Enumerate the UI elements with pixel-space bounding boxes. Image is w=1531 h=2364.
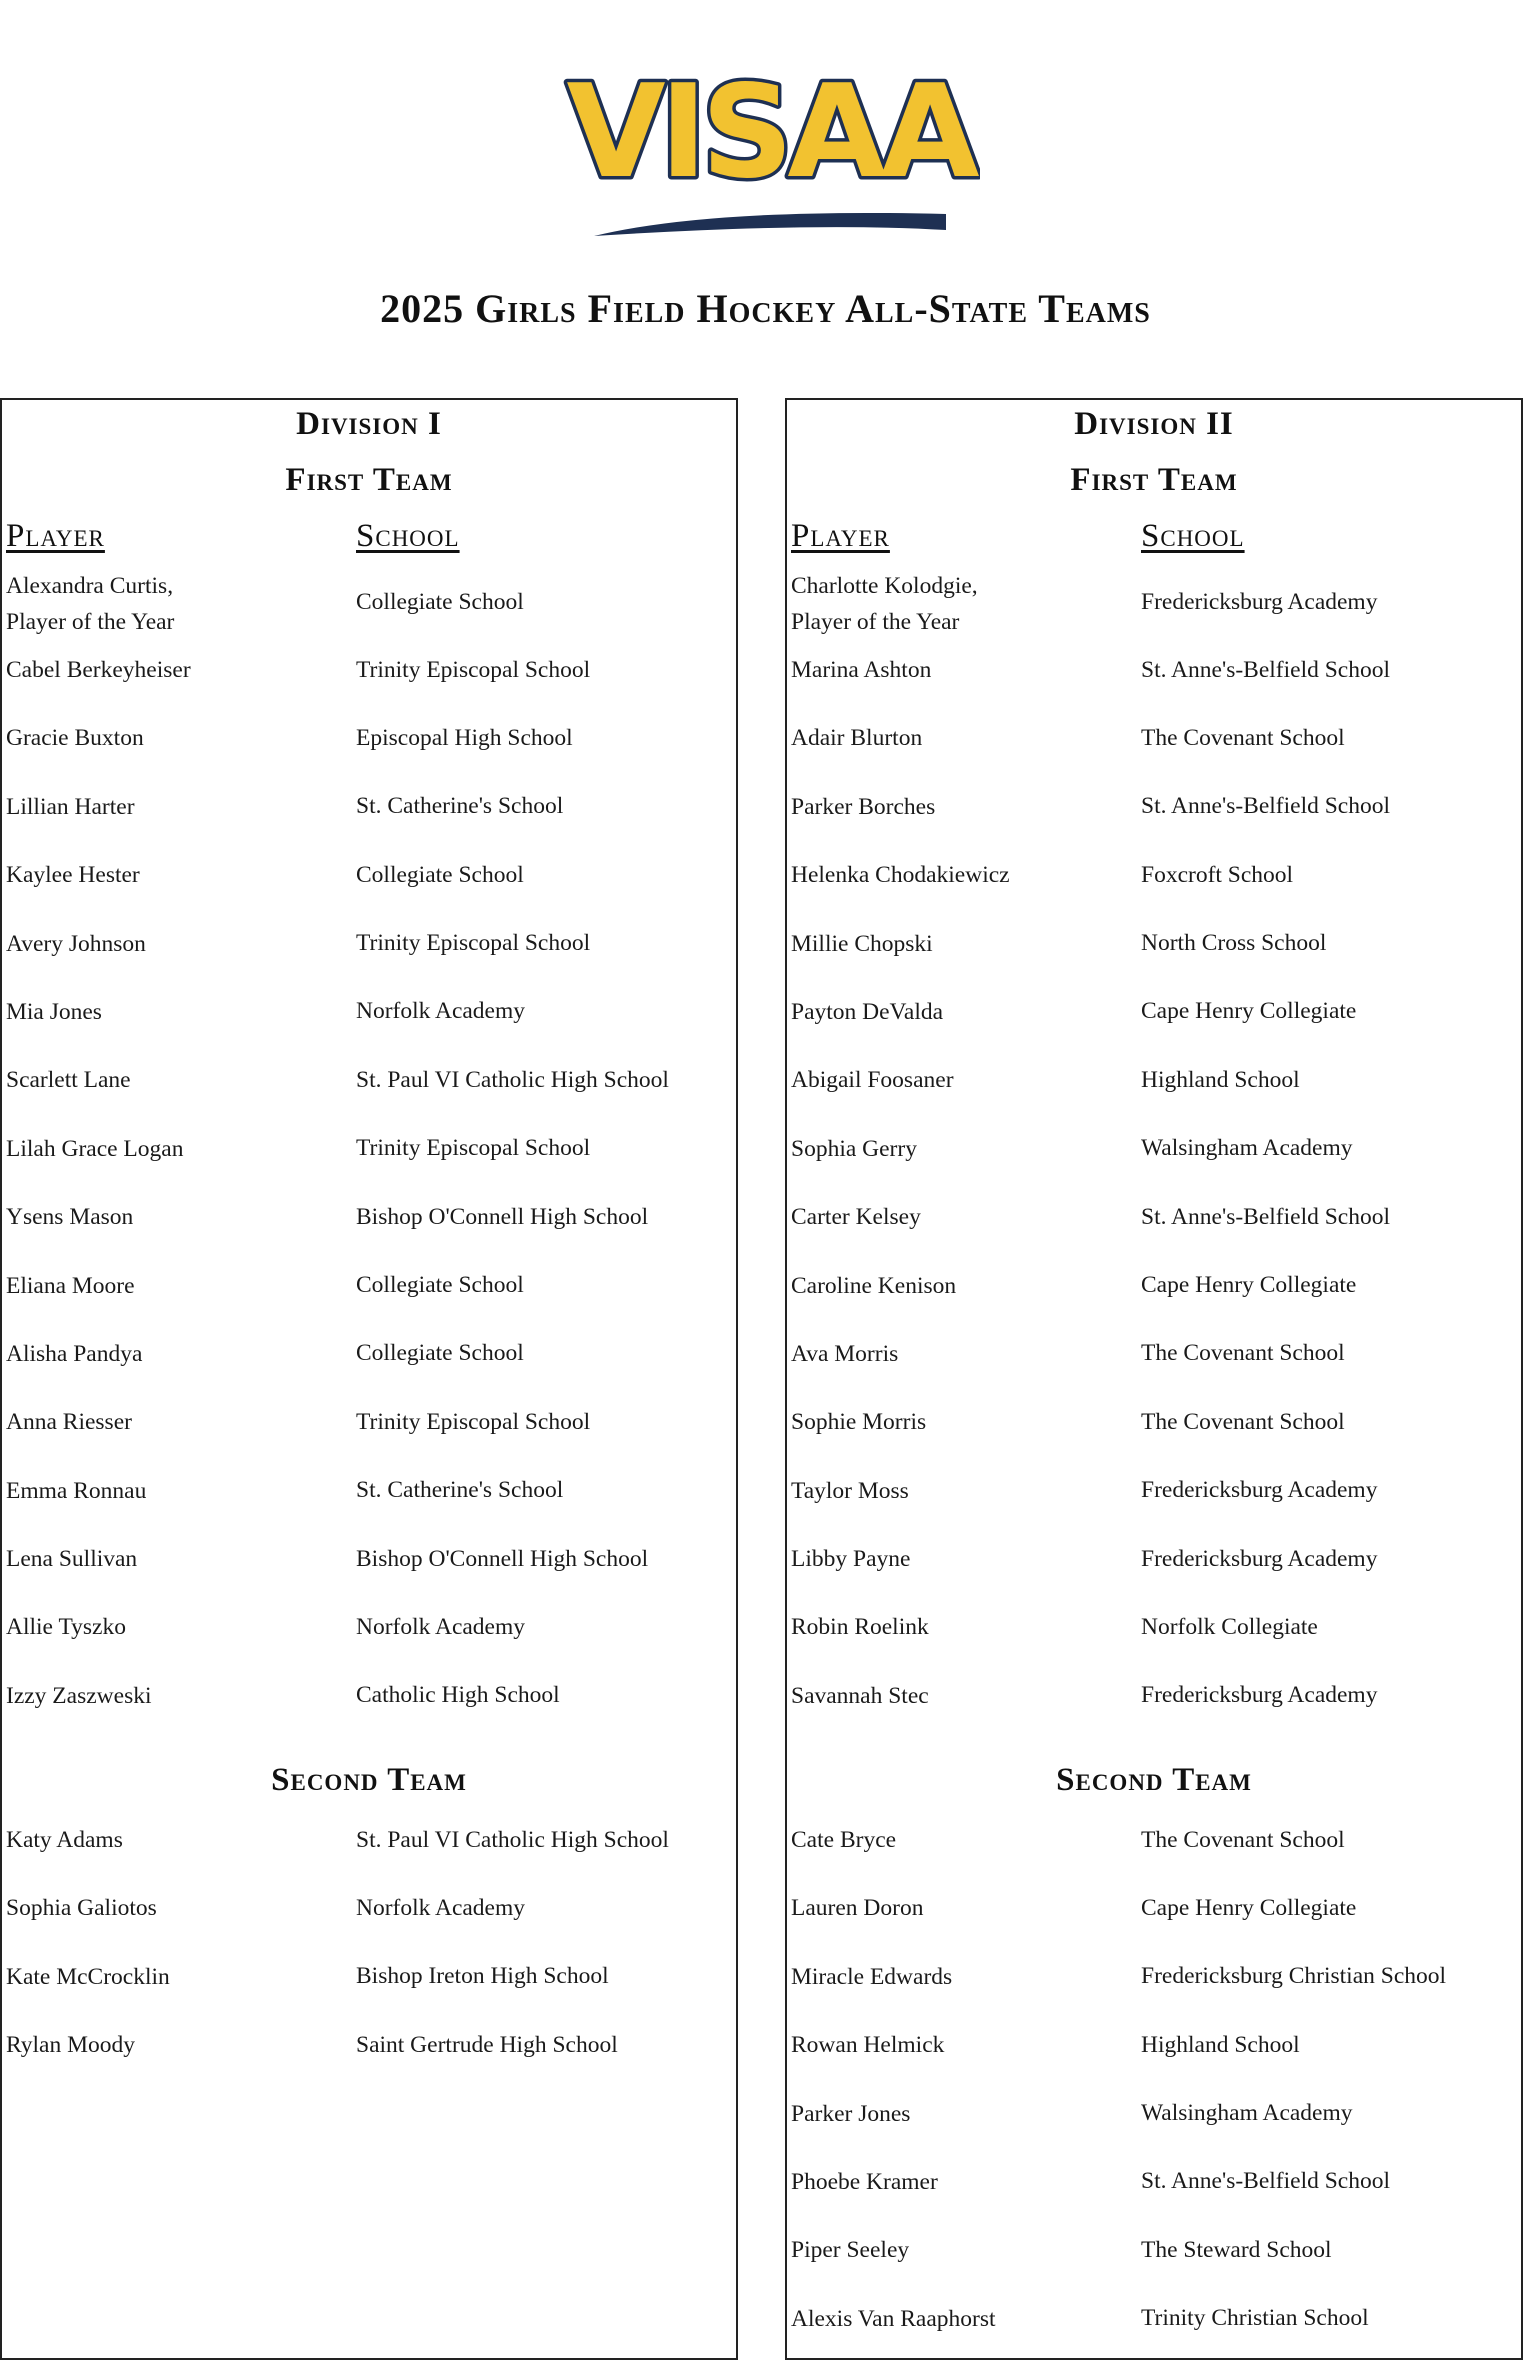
player-row <box>2 1183 736 1251</box>
player-row <box>787 2148 1521 2216</box>
player-row <box>2 1252 736 1320</box>
player-school: Bishop O'Connell High School <box>356 1203 649 1230</box>
player-school: Highland School <box>1141 1066 1300 1093</box>
player-row <box>2 568 736 636</box>
player-name: Mia Jones <box>6 998 102 1025</box>
player-row <box>787 1183 1521 1251</box>
player-school: Trinity Episcopal School <box>356 930 591 957</box>
player-name: Payton DeValda <box>791 998 944 1025</box>
player-name: Sophie Morris <box>791 1409 927 1436</box>
player-row <box>2 1943 736 2011</box>
player-school: St. Paul VI Catholic High School <box>356 1826 669 1853</box>
player-school: Trinity Episcopal School <box>356 656 591 683</box>
player-school: Foxcroft School <box>1141 861 1294 888</box>
player-row <box>787 773 1521 841</box>
player-name: Ysens Mason <box>6 1204 134 1231</box>
player-name: Anna Riesser <box>6 1409 132 1436</box>
player-name-text: Charlotte Kolodgie, <box>791 573 978 599</box>
player-row <box>787 1525 1521 1593</box>
player-row <box>787 1252 1521 1320</box>
player-name: Ava Morris <box>791 1340 899 1367</box>
page-title: 2025 Girls Field Hockey All-State Teams <box>380 286 1151 331</box>
player-name: Millie Chopski <box>791 930 933 957</box>
logo-swoosh <box>594 213 946 236</box>
player-name <box>6 568 174 636</box>
player-school: Episcopal High School <box>356 724 573 751</box>
player-school: Cape Henry Collegiate <box>1141 1894 1357 1921</box>
first-team-list <box>2 568 736 1730</box>
player-row <box>2 1320 736 1388</box>
player-row <box>787 1943 1521 2011</box>
player-row <box>787 704 1521 772</box>
player-name: Savannah Stec <box>791 1682 929 1709</box>
player-row <box>787 1115 1521 1183</box>
player-name: Lena Sullivan <box>6 1546 138 1573</box>
player-name: Kate McCrocklin <box>6 1963 170 1990</box>
player-row <box>787 2285 1521 2353</box>
player-column-header: Player <box>791 518 890 554</box>
player-school: Norfolk Academy <box>356 1894 526 1921</box>
second-team-list <box>2 1806 736 2080</box>
player-row <box>2 1046 736 1114</box>
division-1-panel <box>0 398 738 2360</box>
player-name: Alisha Pandya <box>6 1340 143 1367</box>
visaa-logo <box>560 68 980 248</box>
player-award: Player of the Year <box>791 609 960 635</box>
player-name: Gracie Buxton <box>6 725 144 752</box>
player-row <box>787 910 1521 978</box>
player-school: Collegiate School <box>356 588 524 615</box>
player-school: The Covenant School <box>1141 724 1345 751</box>
player-name: Miracle Edwards <box>791 1963 953 1990</box>
player-row <box>2 1662 736 1730</box>
player-row <box>787 1457 1521 1525</box>
visaa-logo-graphic <box>560 68 980 248</box>
player-name: Piper Seeley <box>791 2237 910 2264</box>
player-column-header: Player <box>6 518 105 554</box>
player-school: Fredericksburg Academy <box>1141 1545 1378 1572</box>
player-school: The Covenant School <box>1141 1408 1345 1435</box>
player-row <box>2 636 736 704</box>
player-row <box>787 1806 1521 1874</box>
player-name-text: Alexandra Curtis, <box>6 573 174 599</box>
player-row <box>2 841 736 909</box>
player-name: Rowan Helmick <box>791 2032 945 2059</box>
second-team-title: Second Team <box>1056 1762 1252 1798</box>
division-2-panel <box>785 398 1523 2360</box>
player-school: Walsingham Academy <box>1141 1135 1353 1162</box>
player-name: Cate Bryce <box>791 1827 897 1853</box>
player-row <box>2 1525 736 1593</box>
player-name: Phoebe Kramer <box>791 2168 938 2195</box>
player-name: Taylor Moss <box>791 1477 909 1504</box>
logo-wordmark: VISAA <box>566 68 974 207</box>
player-school: Cape Henry Collegiate <box>1141 998 1357 1025</box>
player-row <box>2 1115 736 1183</box>
player-school: Fredericksburg Academy <box>1141 1477 1378 1504</box>
player-row <box>787 1593 1521 1661</box>
player-name: Parker Borches <box>791 793 936 820</box>
player-name: Abigail Foosaner <box>791 1067 954 1094</box>
player-name: Kaylee Hester <box>6 862 140 889</box>
player-row <box>787 2080 1521 2148</box>
player-school: Trinity Christian School <box>1141 2305 1369 2332</box>
school-column-header: School <box>356 518 460 554</box>
player-school: Cape Henry Collegiate <box>1141 1272 1357 1299</box>
player-school: Fredericksburg Christian School <box>1141 1963 1447 1990</box>
player-school: Collegiate School <box>356 861 524 888</box>
player-name: Libby Payne <box>791 1546 911 1573</box>
player-school: St. Paul VI Catholic High School <box>356 1066 669 1093</box>
division-title: Division II <box>1074 406 1234 442</box>
player-row <box>2 1874 736 1942</box>
player-school: St. Anne's-Belfield School <box>1141 2168 1391 2195</box>
player-name: Robin Roelink <box>791 1614 929 1641</box>
player-name: Carter Kelsey <box>791 1204 921 1231</box>
player-name: Alexis Van Raaphorst <box>791 2305 996 2332</box>
player-award: Player of the Year <box>6 609 175 635</box>
player-name: Sophia Galiotos <box>6 1895 157 1922</box>
player-name: Rylan Moody <box>6 2032 135 2059</box>
player-name: Eliana Moore <box>6 1272 135 1299</box>
player-school: Catholic High School <box>356 1682 560 1709</box>
player-row <box>2 773 736 841</box>
player-row <box>2 1806 736 1874</box>
player-row <box>787 1320 1521 1388</box>
player-name: Avery Johnson <box>6 930 146 957</box>
player-school: Bishop Ireton High School <box>356 1963 609 1990</box>
player-school: Norfolk Academy <box>356 998 526 1025</box>
player-name: Marina Ashton <box>791 657 932 683</box>
player-name: Lilah Grace Logan <box>6 1135 184 1162</box>
player-row <box>787 2011 1521 2079</box>
player-name: Lillian Harter <box>6 793 135 820</box>
second-team-title: Second Team <box>271 1762 467 1798</box>
player-name: Emma Ronnau <box>6 1477 147 1504</box>
player-school: North Cross School <box>1141 930 1327 957</box>
division-title: Division I <box>296 406 442 442</box>
first-team-title: First Team <box>285 462 453 498</box>
player-school: The Covenant School <box>1141 1340 1345 1367</box>
player-school: St. Catherine's School <box>356 793 564 820</box>
player-name: Adair Blurton <box>791 725 923 752</box>
player-name: Allie Tyszko <box>6 1614 126 1641</box>
school-column-header: School <box>1141 518 1245 554</box>
player-school: Fredericksburg Academy <box>1141 1682 1378 1709</box>
player-name: Sophia Gerry <box>791 1135 917 1162</box>
first-team-title: First Team <box>1070 462 1238 498</box>
player-school: The Steward School <box>1141 2236 1332 2263</box>
player-school: Bishop O'Connell High School <box>356 1545 649 1572</box>
player-school: Trinity Episcopal School <box>356 1408 591 1435</box>
player-row <box>2 1457 736 1525</box>
player-name: Helenka Chodakiewicz <box>791 862 1010 889</box>
player-row <box>2 1593 736 1661</box>
player-row <box>2 2011 736 2079</box>
player-school: St. Anne's-Belfield School <box>1141 656 1391 683</box>
player-name <box>791 568 978 636</box>
player-name: Katy Adams <box>6 1827 123 1853</box>
player-name: Parker Jones <box>791 2100 911 2127</box>
player-row <box>2 704 736 772</box>
first-team-list <box>787 568 1521 1730</box>
player-row <box>2 978 736 1046</box>
player-row <box>787 1662 1521 1730</box>
player-school: Highland School <box>1141 2031 1300 2058</box>
player-name: Caroline Kenison <box>791 1272 957 1299</box>
player-school: St. Anne's-Belfield School <box>1141 1203 1391 1230</box>
player-school: Collegiate School <box>356 1340 524 1367</box>
player-school: Fredericksburg Academy <box>1141 588 1378 615</box>
player-name: Izzy Zaszweski <box>6 1682 152 1709</box>
player-school: Saint Gertrude High School <box>356 2031 618 2058</box>
player-row <box>787 636 1521 704</box>
second-team-list <box>787 1806 1521 2353</box>
player-row <box>787 2216 1521 2284</box>
player-row <box>787 1874 1521 1942</box>
player-name: Lauren Doron <box>791 1895 924 1922</box>
player-school: Walsingham Academy <box>1141 2100 1353 2127</box>
player-school: Trinity Episcopal School <box>356 1135 591 1162</box>
player-school: Norfolk Academy <box>356 1613 526 1640</box>
player-school: Collegiate School <box>356 1272 524 1299</box>
player-row <box>2 910 736 978</box>
player-school: St. Anne's-Belfield School <box>1141 793 1391 820</box>
player-school: Norfolk Collegiate <box>1141 1613 1318 1640</box>
player-row <box>787 1046 1521 1114</box>
player-row <box>787 1388 1521 1456</box>
player-name: Scarlett Lane <box>6 1067 131 1094</box>
player-name: Cabel Berkeyheiser <box>6 657 191 683</box>
player-row <box>787 841 1521 909</box>
player-row <box>2 1388 736 1456</box>
player-row <box>787 978 1521 1046</box>
player-school: St. Catherine's School <box>356 1477 564 1504</box>
player-school: The Covenant School <box>1141 1826 1345 1853</box>
player-row <box>787 568 1521 636</box>
